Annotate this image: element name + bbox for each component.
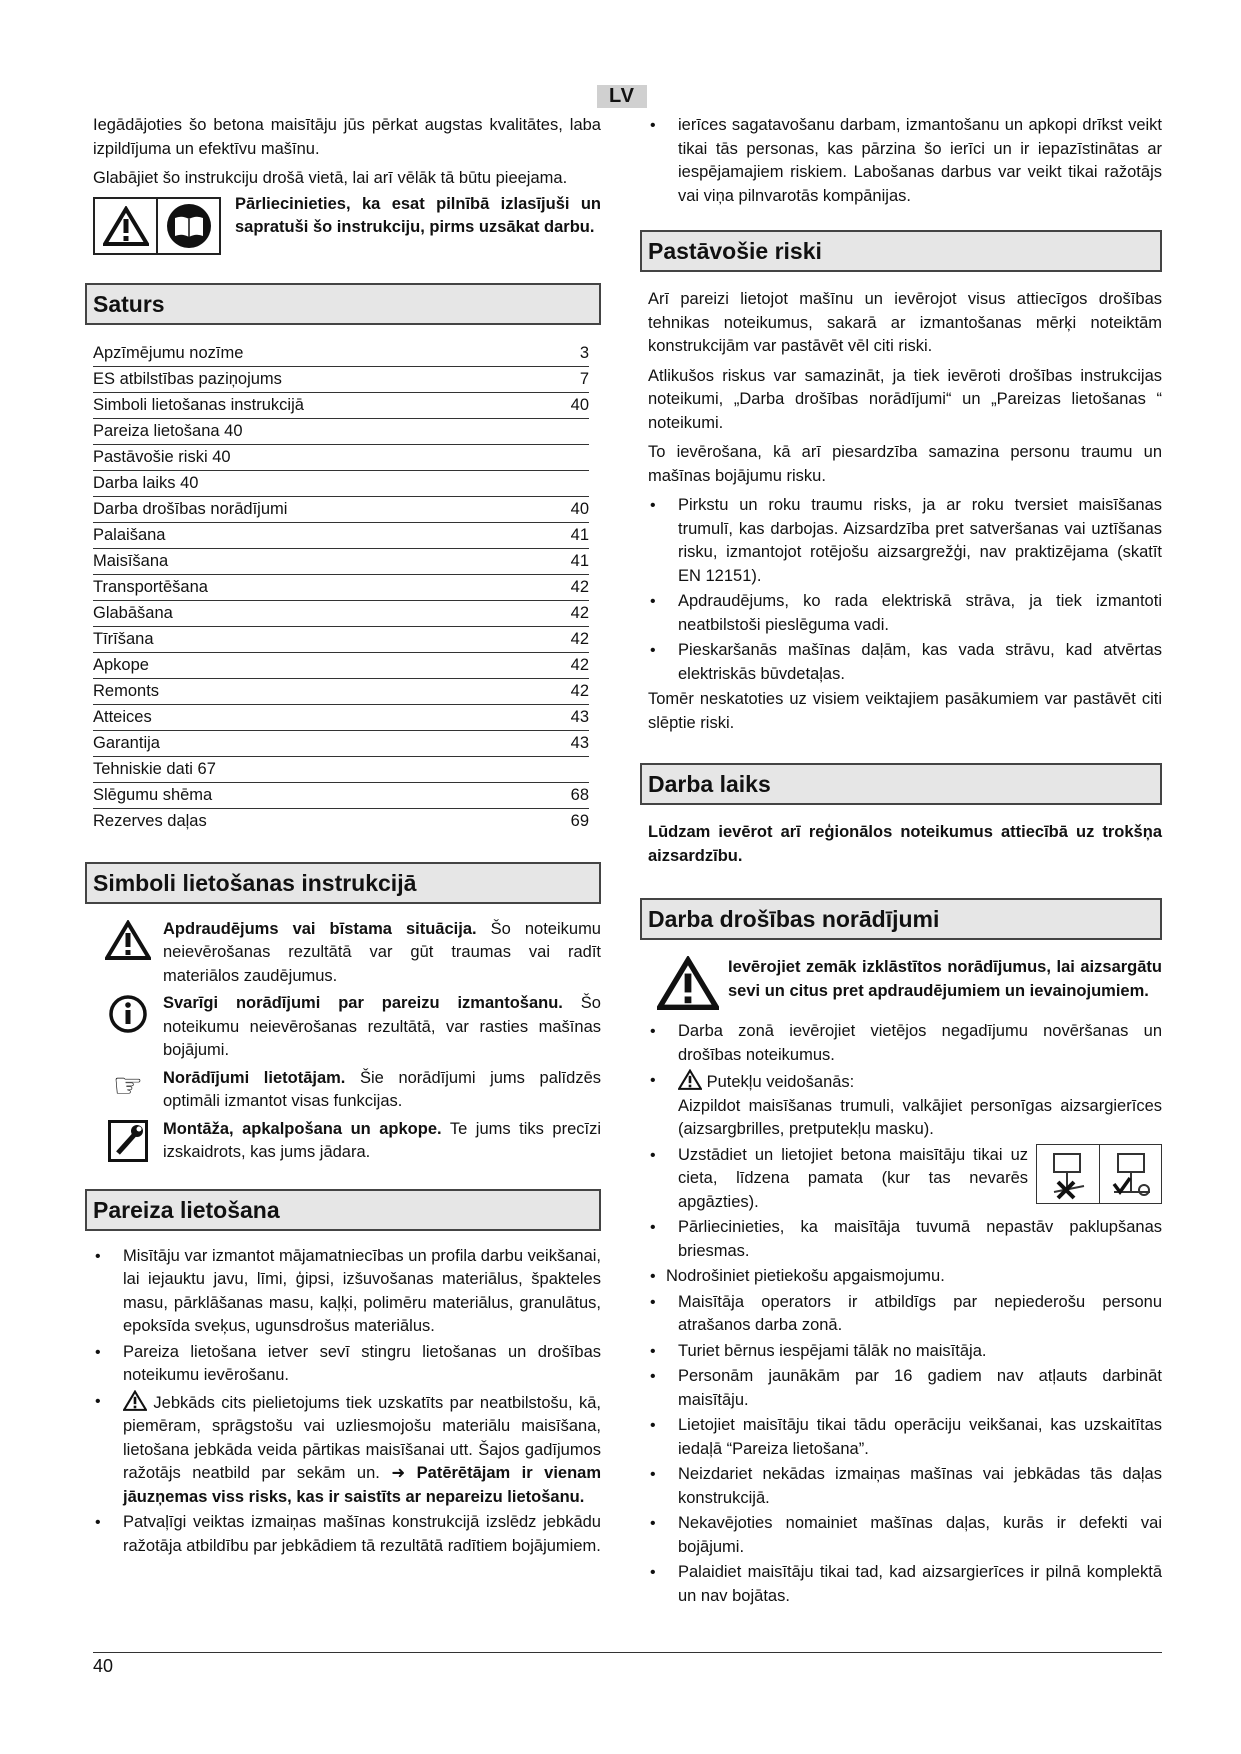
warning-icon: [95, 199, 156, 253]
mixer-wrong-placement-icon: [1037, 1145, 1099, 1203]
toc-label: Darba laiks 40: [93, 473, 199, 492]
page-number: 40: [93, 1656, 114, 1676]
risks-list: [648, 494, 1162, 686]
toc-row: [93, 679, 589, 705]
risks-paragraph-1: Arī pareizi lietojot mašīnu un ievērojot visus attiecīgos drošības tehnikas noteikumus, sakarā ar izmantošanas mērķi noteiktām konstrukcijām var pastāvēt vēl citi riski.: [648, 290, 1162, 355]
left-column: [93, 114, 601, 1560]
toc-label: Glabāšana: [93, 603, 173, 622]
list-item: • Pārliecinieties, ka maisītāja tuvumā nepastāv paklupšanas briesmas.: [648, 1216, 1162, 1263]
warning-icon: [93, 918, 163, 960]
info-icon: [93, 992, 163, 1034]
symbol-description: Apdraudējums vai bīstama situācija. Šo noteikumu neievērošanas rezultātā var gūt traumas vai radīt materiālos zaudējumus.: [163, 919, 601, 985]
safety-list: [648, 1020, 1162, 1608]
toc-heading: Saturs: [85, 283, 601, 325]
toc-label: Palaišana: [93, 525, 166, 544]
toc-page: 43: [570, 733, 589, 752]
symbol-row: [93, 918, 601, 989]
work-time-text: Lūdzam ievērot arī reģionālos noteikumus attiecībā uz trokšņa aizsardzību.: [648, 823, 1162, 865]
mixer-correct-placement-icon: [1099, 1145, 1162, 1203]
list-item: • Jebkāds cits pielietojums tiek uzskatīts par neatbilstošu, kā, piemēram, sprāgstošu vai uzliesmojošu materiālu maisīšana, lietošana jebkāda veida pārtikas maisīšanai utt. Šajos gadījumos ražotājs neatbild par sekām un. ➜ Patērētājam ir vienam jāuzņemas viss risks, kas ir saistīts ar nepareizu lietošanu.: [93, 1390, 601, 1510]
toc-label: Darba drošības norādījumi: [93, 499, 288, 518]
symbol-description: Montāža, apkalpošana un apkope. Te jums tiks precīzi izskaidrots, kas jums jādara.: [163, 1119, 601, 1161]
toc-row: [93, 367, 589, 393]
toc-label: Rezerves daļas: [93, 811, 207, 830]
toc-row: [93, 575, 589, 601]
list-item: • Putekļu veidošanās: Aizpildot maisīšanas trumuli, valkājiet personīgas aizsargierīces (aizsargbrilles, pretputekļu masku).: [648, 1069, 1162, 1142]
list-item: • Patvaļīgi veiktas izmaiņas mašīnas konstrukcijā izslēdz jebkādu ražotāja atbildību par jebkādiem tā rezultātā radītiem bojājumiem.: [93, 1511, 601, 1558]
work-time-heading: Darba laiks: [640, 763, 1162, 805]
toc-page: 40: [570, 499, 589, 518]
toc-label: Apkope: [93, 655, 149, 674]
language-tag: LV: [597, 85, 647, 108]
toc-label: Simboli lietošanas instrukcijā: [93, 395, 304, 414]
warning-manual-icons: [93, 197, 221, 255]
toc-row: [93, 341, 589, 367]
toc-label: Atteices: [93, 707, 152, 726]
warning-icon: [678, 1069, 702, 1090]
toc-label: Transportēšana: [93, 577, 208, 596]
risks-heading: Pastāvošie riski: [640, 230, 1162, 272]
list-item: • Apdraudējums, ko rada elektriskā strāva, ja tiek izmantoti neatbilstoši pieslēguma vadi.: [648, 590, 1162, 637]
list-item: • Nekavējoties nomainiet mašīnas daļas, kurās ir defekti vai bojājumi.: [648, 1512, 1162, 1559]
list-item: • Turiet bērnus iespējami tālāk no maisītāja.: [648, 1340, 1162, 1364]
symbol-description: Svarīgi norādījumi par pareizu izmantošanu. Šo noteikumu neievērošanas rezultātā, var rasties mašīnas bojājumi.: [163, 994, 601, 1059]
toc-page: 41: [570, 551, 589, 570]
list-item: • Pieskaršanās mašīnas daļām, kas vada strāvu, kad atvērtas elektriskās būvdetaļas.: [648, 639, 1162, 686]
toc-page: 42: [570, 603, 589, 622]
toc-row: [93, 497, 589, 523]
toc-label: Apzīmējumu nozīme: [93, 343, 244, 362]
toc-label: Maisīšana: [93, 551, 169, 570]
toc-page: 41: [570, 525, 589, 544]
symbol-row: [93, 992, 601, 1063]
safety-heading: Darba drošības norādījumi: [640, 898, 1162, 940]
list-item: • Palaidiet maisītāju tikai tad, kad aizsargierīces ir pilnā komplektā un nav bojātas.: [648, 1561, 1162, 1608]
toc-row: [93, 757, 589, 783]
read-instructions-text: Pārliecinieties, ka esat pilnībā izlasījuši un sapratuši šo instrukciju, pirms uzsākat darbu.: [235, 194, 601, 236]
toc-label: ES atbilstības paziņojums: [93, 369, 282, 388]
proper-use-list: [93, 1245, 601, 1559]
toc-label: Pastāvošie riski 40: [93, 447, 231, 466]
toc-page: 42: [570, 655, 589, 674]
list-item: • Misītāju var izmantot mājamatniecības un profila darbu veikšanai, lai iejauktu javu, līmi, ģipsi, izšuvošanas materiālus, špakteles masu, pārklāšanas masu, kaļķi, polimēru materiālus, granulātus, epoksīda sveķus, ugunsdrošus materiālus.: [93, 1245, 601, 1339]
symbol-row: [93, 1118, 601, 1165]
list-item: • Maisītāja operators ir atbildīgs par nepiederošu personu atrašanos darba zonā.: [648, 1291, 1162, 1338]
risks-paragraph-3: To ievērošana, kā arī piesardzība samazina personu traumu un mašīnas bojājumu risku.: [648, 443, 1162, 485]
toc-row: [93, 809, 589, 834]
toc-page: 42: [570, 681, 589, 700]
toc-row: [93, 731, 589, 757]
toc-label: Garantija: [93, 733, 160, 752]
list-item: • Pareiza lietošana ietver sevī stingru lietošanas un drošības noteikumu ievērošanu.: [93, 1341, 601, 1388]
toc-page: 3: [579, 343, 589, 362]
toc-row: [93, 471, 589, 497]
warning-icon: [648, 956, 728, 1010]
wrench-icon: [93, 1118, 163, 1162]
list-item: • Pirkstu un roku traumu risks, ja ar roku tversiet maisīšanas trumulī, kas darbojas. Aizsardzība pret satveršanas vai uztīšanas risku, izmantojot rotējošu aizsargrežģi, nav praktizējama (skatīt EN 12151).: [648, 494, 1162, 588]
list-item: • Neizdariet nekādas izmaiņas mašīnas vai jebkādas tās daļas konstrukcijā.: [648, 1463, 1162, 1510]
toc-row: [93, 705, 589, 731]
toc-row: [93, 601, 589, 627]
toc-row: [93, 627, 589, 653]
manual-book-icon: [156, 199, 219, 253]
list-item: • ierīces sagatavošanu darbam, izmantošanu un apkopi drīkst veikt tikai tās personas, kas pārzina šo ierīci un ir iepazīstinātas ar iespējamajiem riskiem. Labošanas darbus var veikt tikai ražotājs vai viņa pilnvarotās kompānijas.: [648, 114, 1162, 208]
toc-row: [93, 419, 589, 445]
list-item: • Uzstādiet un lietojiet betona maisītāju tikai uz cieta, līdzena pamata (kur tas nevarēs apgāzties).: [648, 1144, 1162, 1215]
toc-label: Pareiza lietošana 40: [93, 421, 243, 440]
symbols-list: [93, 918, 601, 1165]
symbol-row: [93, 1067, 601, 1114]
toc-row: [93, 783, 589, 809]
toc-label: Tehniskie dati 67: [93, 759, 216, 778]
symbols-heading: Simboli lietošanas instrukcijā: [85, 862, 601, 904]
toc-page: 7: [579, 369, 589, 388]
toc-page: 43: [570, 707, 589, 726]
list-item: • Personām jaunākām par 16 gadiem nav atļauts darbināt maisītāju.: [648, 1365, 1162, 1412]
risks-section: [648, 288, 1162, 735]
toc-row: [93, 653, 589, 679]
toc-list: [93, 341, 589, 834]
read-instructions-notice: [93, 194, 601, 255]
right-top-list: [648, 114, 1162, 208]
mixer-placement-illustration: [1036, 1144, 1162, 1204]
right-column: [648, 114, 1162, 1610]
safety-warning: [648, 956, 1162, 1010]
warning-icon: [123, 1390, 147, 1411]
toc-row: [93, 393, 589, 419]
intro-paragraph-1: Iegādājoties šo betona maisītāju jūs pērkat augstas kvalitātes, laba izpildījuma un efektīvu mašīnu.: [93, 116, 601, 158]
toc-row: [93, 549, 589, 575]
toc-row: [93, 523, 589, 549]
pointing-hand-icon: ☞: [112, 1066, 144, 1105]
list-item: • Nodrošiniet pietiekošu apgaismojumu.: [648, 1265, 1162, 1289]
risks-paragraph-4: Tomēr neskatoties uz visiem veiktajiem pasākumiem var pastāvēt citi slēptie riski.: [648, 690, 1162, 732]
list-item: • Darba zonā ievērojiet vietējos negadījumu novēršanas un drošības noteikumus.: [648, 1020, 1162, 1067]
toc-page: 42: [570, 577, 589, 596]
toc-label: Slēgumu shēma: [93, 785, 213, 804]
list-item: • Lietojiet maisītāju tikai tādu operāciju veikšanai, kas uzskaitītas iedaļā “Pareiza lietošana”.: [648, 1414, 1162, 1461]
toc-row: [93, 445, 589, 471]
symbol-description: Norādījumi lietotājam. Šie norādījumi jums palīdzēs optimāli izmantot visas funkcijas.: [163, 1068, 601, 1110]
footer-divider: [93, 1652, 1162, 1653]
toc-label: Remonts: [93, 681, 160, 700]
toc-page: 42: [570, 629, 589, 648]
risks-paragraph-2: Atlikušos riskus var samazināt, ja tiek ievēroti drošības instrukcijas noteikumi, „Darba drošības norādījumi“ un „Pareizas lietošanas “ noteikumi.: [648, 366, 1162, 432]
arrow-icon: ➜: [391, 1464, 406, 1482]
intro-paragraph-2: Glabājiet šo instrukciju drošā vietā, lai arī vēlāk tā būtu pieejama.: [93, 169, 568, 187]
toc-page: 40: [570, 395, 589, 414]
toc-page: 68: [570, 785, 589, 804]
toc-page: 69: [570, 811, 589, 830]
safety-warning-text: Ievērojiet zemāk izklāstītos norādījumus, lai aizsargātu sevi un citus pret apdraudējumiem un ievainojumiem.: [728, 958, 1162, 1000]
toc-label: Tīrīšana: [93, 629, 154, 648]
proper-use-heading: Pareiza lietošana: [85, 1189, 601, 1231]
